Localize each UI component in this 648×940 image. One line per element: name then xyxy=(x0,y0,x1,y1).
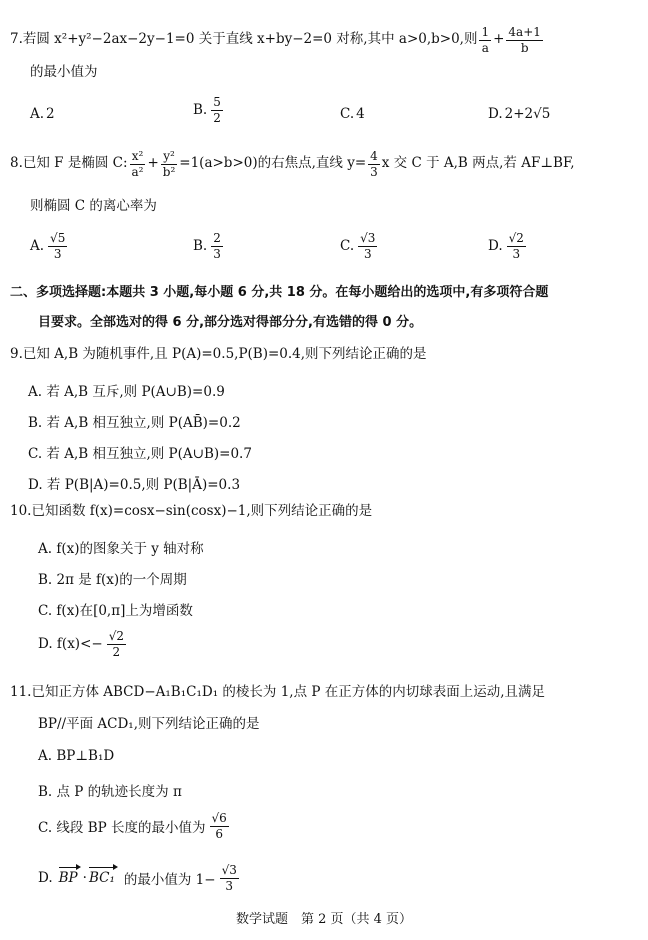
q8-stem-part3: x 交 C 于 A,B 两点,若 AF⊥BF, xyxy=(381,155,575,172)
frac-num: √3 xyxy=(360,231,376,245)
q8-frac-k xyxy=(368,150,380,178)
q8-option-c xyxy=(340,232,379,260)
option-label: D. xyxy=(488,106,503,122)
q7-stem-line1 xyxy=(10,26,545,54)
q10-stem: 10.已知函数 f(x)=cosx−sin(cosx)−1,则下列结论正确的是 xyxy=(10,503,373,519)
option-value: 4 xyxy=(356,106,365,122)
frac-den: 3 xyxy=(363,246,372,261)
frac-num: √2 xyxy=(108,629,124,643)
q8-stem-part1: 8.已知 F 是椭圆 C: xyxy=(10,155,128,172)
q8-options xyxy=(0,232,648,268)
option-label: C. xyxy=(340,106,355,122)
option-frac xyxy=(507,232,526,260)
frac-den: 3 xyxy=(225,878,234,893)
option-label: B. xyxy=(193,102,208,119)
q10-option-b: B. 2π 是 f(x)的一个周期 xyxy=(38,572,187,588)
q7-stem-text: 7.若圆 x²+y²−2ax−2y−1=0 关于直线 x+by−2=0 对称,其中 a>0,b>0,则 xyxy=(10,31,478,48)
frac-den: 3 xyxy=(512,246,521,261)
option-label: D. xyxy=(38,870,53,887)
frac-den: 3 xyxy=(213,246,221,261)
q7-frac2-num: 4a+1 xyxy=(508,25,541,39)
q7-plus: + xyxy=(493,31,505,48)
option-label: B. xyxy=(193,238,208,255)
q7-frac2-den: b xyxy=(520,40,529,55)
q11-stem-line1: 11.已知正方体 ABCD−A₁B₁C₁D₁ 的棱长为 1,点 P 在正方体的内切球表面上运动,且满足 xyxy=(10,684,546,700)
q10-option-d xyxy=(38,630,128,658)
frac-num: x² xyxy=(131,149,144,163)
frac-num: 5 xyxy=(213,95,221,109)
option-value: 2 xyxy=(46,106,55,122)
option-frac xyxy=(210,812,229,840)
section2-heading-line1: 二、多项选择题:本题共 3 小题,每小题 6 分,共 18 分。在每小题给出的选项中,有多项符合题 xyxy=(10,285,549,300)
q9-option-a: A. 若 A,B 互斥,则 P(A∪B)=0.9 xyxy=(28,384,225,400)
frac-den: a² xyxy=(131,164,144,179)
frac-num: √2 xyxy=(508,231,524,245)
q8-option-a xyxy=(30,232,69,260)
q8-frac-x xyxy=(130,150,146,178)
frac-num: √5 xyxy=(50,231,66,245)
q8-option-d xyxy=(488,232,528,260)
frac-den: 3 xyxy=(370,164,378,179)
option-frac xyxy=(107,630,126,658)
page-footer: 数学试题 第 2 页（共 4 页） xyxy=(235,912,413,927)
option-frac xyxy=(211,96,223,124)
q9-option-c: C. 若 A,B 相互独立,则 P(A∪B)=0.7 xyxy=(28,446,252,462)
q7-frac1-den: a xyxy=(481,40,489,55)
frac-den: 2 xyxy=(213,110,221,125)
q7-frac-2 xyxy=(506,26,542,54)
option-text: C. 线段 BP 长度的最小值为 xyxy=(38,820,206,837)
q11-option-d xyxy=(38,864,241,892)
q7-option-b xyxy=(193,96,225,124)
q7-stem-line2: 的最小值为 xyxy=(30,64,98,80)
q8-stem-part2: =1(a>b>0)的右焦点,直线 y= xyxy=(179,155,367,172)
option-frac xyxy=(220,864,239,892)
option-text: D. f(x)<− xyxy=(38,636,103,653)
q9-option-d: D. 若 P(B|A)=0.5,则 P(B|Ā)=0.3 xyxy=(28,477,241,493)
vector-bc1: BC₁ xyxy=(89,870,118,886)
q7-frac-1 xyxy=(479,26,491,54)
q7-option-a xyxy=(30,106,55,122)
option-label: A. xyxy=(30,106,45,122)
option-frac xyxy=(211,232,223,260)
frac-den: b² xyxy=(162,164,176,179)
frac-den: 6 xyxy=(215,826,223,841)
option-frac xyxy=(48,232,67,260)
option-label: D. xyxy=(488,238,503,255)
q11-option-c xyxy=(38,812,231,840)
dot-operator: · xyxy=(82,870,87,887)
frac-num: √6 xyxy=(211,811,227,825)
frac-num: √3 xyxy=(221,863,237,877)
vector-bp: BP xyxy=(59,870,81,886)
q7-frac1-num: 1 xyxy=(481,25,490,39)
q10-option-c: C. f(x)在[0,π]上为增函数 xyxy=(38,603,193,619)
q10-option-a: A. f(x)的图象关于 y 轴对称 xyxy=(38,541,204,557)
q11-option-a: A. BP⊥B₁D xyxy=(38,748,115,764)
option-label: A. xyxy=(30,238,45,255)
section2-heading-line2: 目要求。全部选对的得 6 分,部分选对得部分分,有选错的得 0 分。 xyxy=(38,315,423,330)
q9-option-b: B. 若 A,B 相互独立,则 P(AB̄)=0.2 xyxy=(28,415,241,431)
q11-option-b: B. 点 P 的轨迹长度为 π xyxy=(38,784,182,800)
q7-option-d xyxy=(488,106,550,122)
frac-den: 3 xyxy=(53,246,62,261)
frac-den: 2 xyxy=(112,644,121,659)
q8-stem-line2: 则椭圆 C 的离心率为 xyxy=(30,198,157,214)
q7-option-c xyxy=(340,106,365,122)
q8-frac-y xyxy=(161,150,178,178)
option-text: 的最小值为 1− xyxy=(123,872,216,889)
option-value: 2+2√5 xyxy=(504,106,551,122)
frac-num: 4 xyxy=(370,149,378,163)
q8-stem-line1 xyxy=(10,150,575,178)
option-label: C. xyxy=(340,238,355,255)
q8-option-b xyxy=(193,232,225,260)
option-frac xyxy=(358,232,377,260)
frac-num: 2 xyxy=(213,231,221,245)
q9-stem: 9.已知 A,B 为随机事件,且 P(A)=0.5,P(B)=0.4,则下列结论正确的是 xyxy=(10,346,427,362)
q7-options xyxy=(0,96,648,132)
q11-stem-line2: BP//平面 ACD₁,则下列结论正确的是 xyxy=(38,716,260,732)
frac-num: y² xyxy=(163,149,175,163)
q8-plus: + xyxy=(147,155,159,172)
